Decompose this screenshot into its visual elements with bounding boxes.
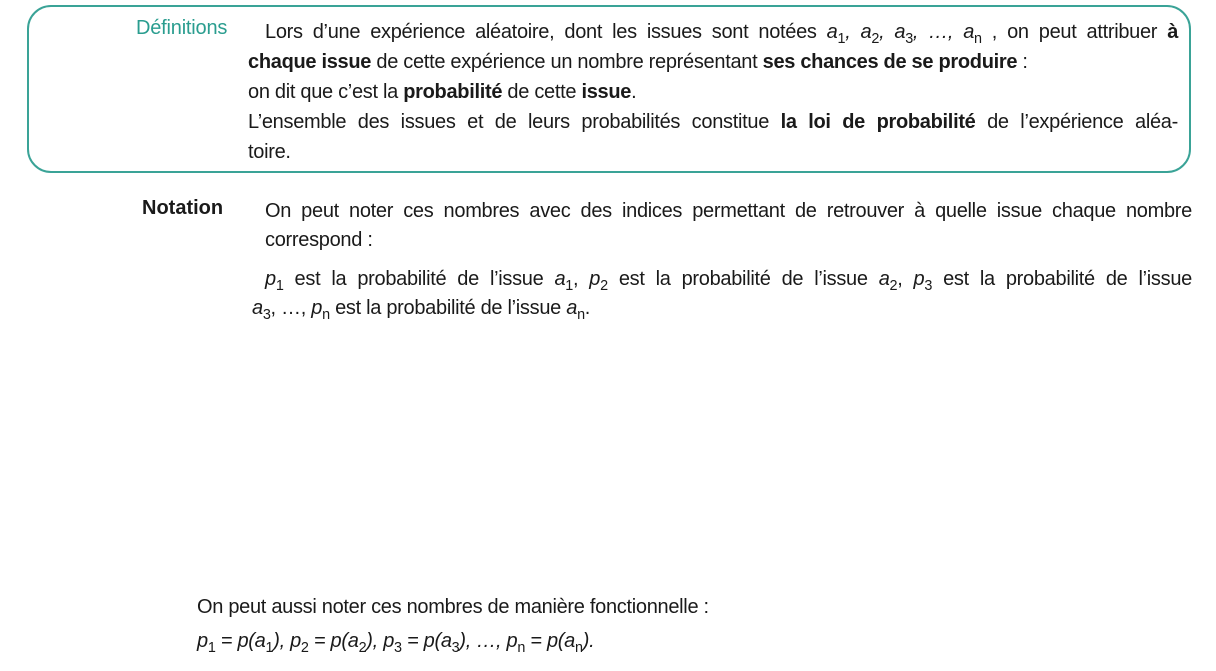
definitions-text xyxy=(248,17,1179,167)
functional-notation xyxy=(197,590,957,658)
functional-formula: $p_1 = p(a_1)$, $p_2 = p(a_2)$, $p_3 = p(a_3)$, …, $p_n = p(a_n)$. xyxy=(197,630,595,657)
definitions-line-4: L’ensemble des issues et de leurs probabilités constitue la loi de probabilité de l’expérience aléa- xyxy=(248,111,1178,133)
notation-sentence: $p_1$ est la probabilité de l’issue $a_1$, $p_2$ est la probabilité de l’issue $a_2$, $p_3$ est la probabilité de l’issue xyxy=(265,268,1192,295)
functional-intro: On peut aussi noter ces nombres de manière fonctionnelle : xyxy=(197,596,709,618)
definitions-line-2: chaque issue de cette expérience un nombre représentant ses chances de se produire : xyxy=(248,51,1028,73)
definitions-line-3: on dit que c’est la probabilité de cette issue. xyxy=(248,81,637,103)
notation-sentence-line-2: $a_3$, …, $p_n$ est la probabilité de l’issue $a_n$. xyxy=(252,297,591,324)
definitions-line-1: Lors d’une expérience aléatoire, dont les issues sont notées $a_1$, $a_2$, $a_3$, …, $a_n$ , on peut attribuer à xyxy=(265,21,1179,48)
issue-list: $a_1$, $a_2$, $a_3$, …, $a_n$ xyxy=(826,21,982,48)
notation-text xyxy=(252,197,1192,324)
definitions-line-5: toire. xyxy=(248,141,291,163)
notation-label: Notation xyxy=(142,197,224,219)
notation-intro-line-2: correspond : xyxy=(265,229,373,251)
notation-intro-line-1: On peut noter ces nombres avec des indices permettant de retrouver à quelle issue chaque nombre xyxy=(265,200,1192,222)
definitions-label: Définitions xyxy=(136,17,228,39)
